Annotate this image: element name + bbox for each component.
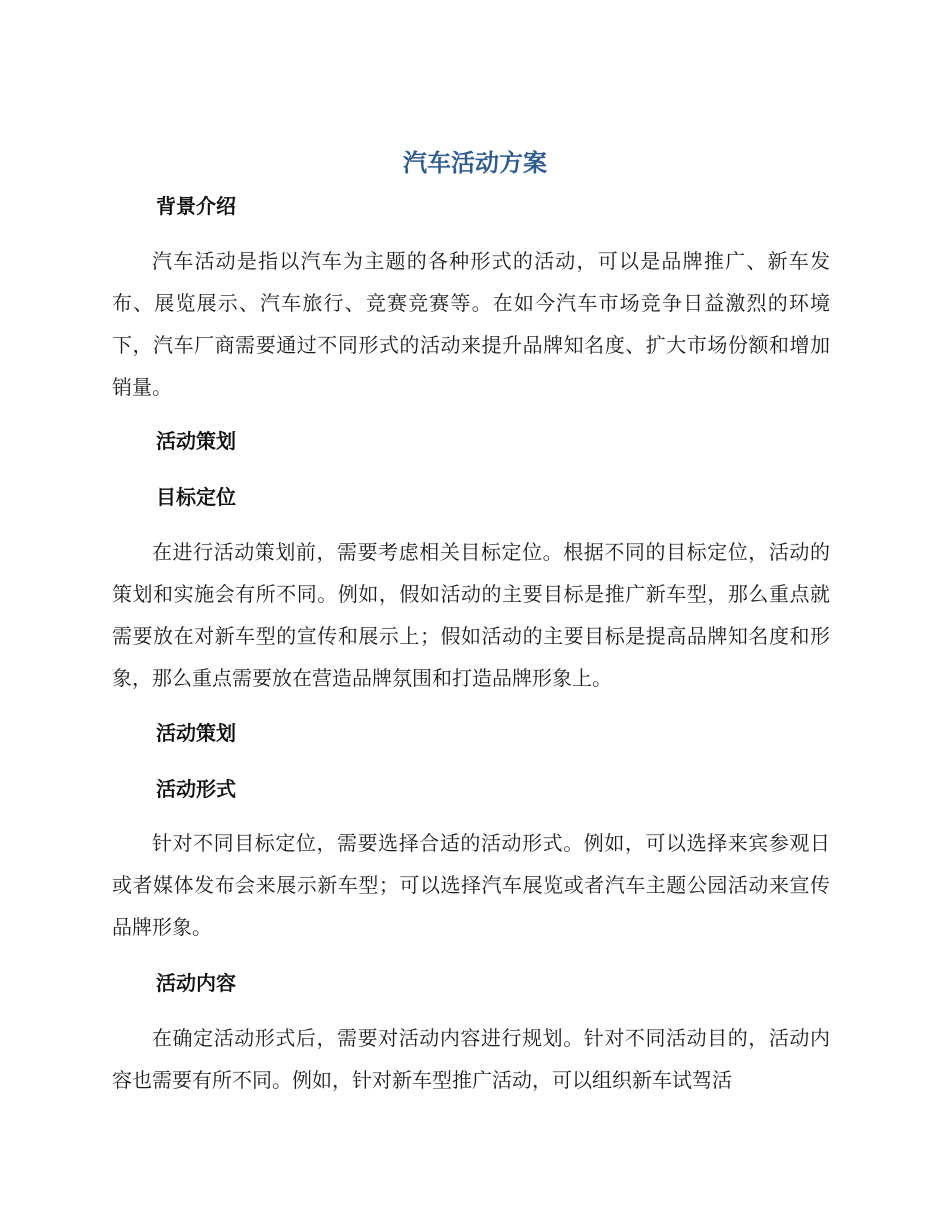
paragraph-target: 在进行活动策划前，需要考虑相关目标定位。根据不同的目标定位，活动的策划和实施会有所不同。例如，假如活动的主要目标是推广新车型，那么重点就需要放在对新车型的宣传和展示上；假如活动的主要目标是提高品牌知名度和形象，那么重点需要放在营造品牌氛围和打造品牌形象上。 (112, 540, 830, 690)
section-heading-content: 活动内容 (156, 971, 236, 995)
paragraph-form: 针对不同目标定位，需要选择合适的活动形式。例如，可以选择来宾参观日或者媒体发布会来展示新车型；可以选择汽车展览或者汽车主题公园活动来宣传品牌形象。 (112, 831, 830, 939)
section-heading-form: 活动形式 (156, 777, 236, 801)
section-heading-planning-1: 活动策划 (156, 429, 236, 453)
paragraph-background: 汽车活动是指以汽车为主题的各种形式的活动，可以是品牌推广、新车发布、展览展示、汽车旅行、竞赛竞赛等。在如今汽车市场竞争日益激烈的环境下，汽车厂商需要通过不同形式的活动来提升品牌知名度、扩大市场份额和增加销量。 (112, 249, 830, 399)
paragraph-content: 在确定活动形式后，需要对活动内容进行规划。针对不同活动目的，活动内容也需要有所不同。例如，针对新车型推广活动，可以组织新车试驾活 (112, 1026, 830, 1092)
section-heading-background: 背景介绍 (156, 194, 236, 218)
document-title: 汽车活动方案 (403, 149, 547, 177)
section-heading-planning-2: 活动策划 (156, 721, 236, 745)
section-heading-target: 目标定位 (156, 485, 236, 509)
